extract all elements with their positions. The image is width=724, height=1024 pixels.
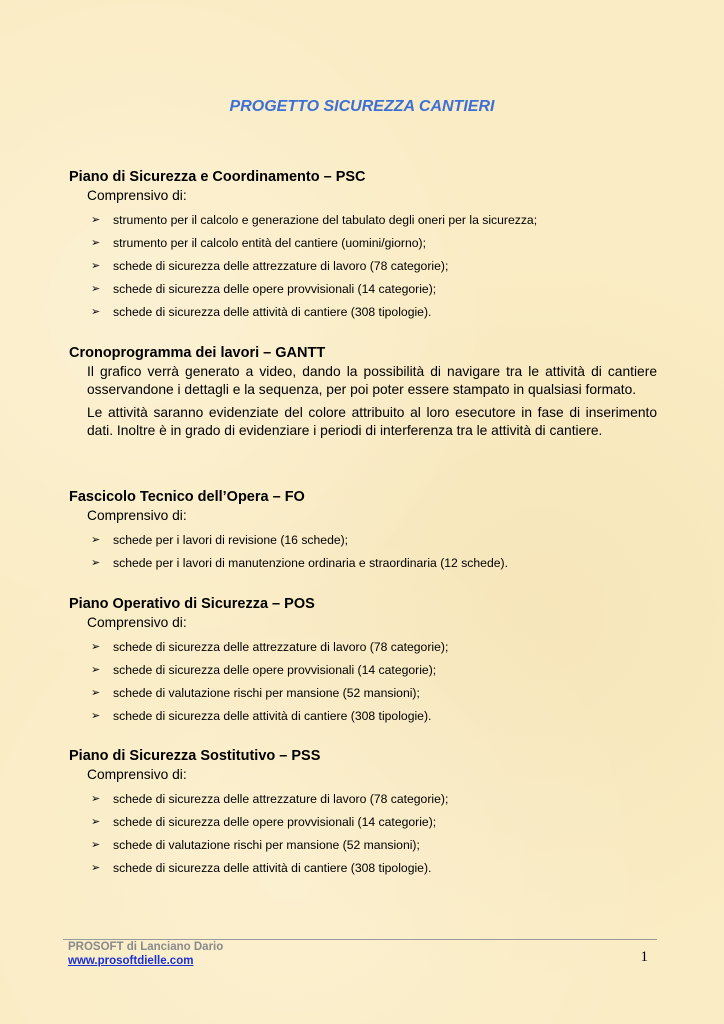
arrow-bullet-icon: ➢ <box>91 557 101 569</box>
footer-divider <box>63 939 657 940</box>
section-intro: Comprensivo di: <box>87 615 187 630</box>
list-item-text: schede per i lavori di manutenzione ordinaria e straordinaria (12 schede). <box>113 556 508 570</box>
list-item <box>69 278 657 301</box>
list-item <box>69 705 657 728</box>
section-intro: Comprensivo di: <box>87 188 187 203</box>
list-item-text: schede di sicurezza delle attrezzature di lavoro (78 categorie); <box>113 259 449 273</box>
arrow-bullet-icon: ➢ <box>91 664 101 676</box>
section-intro: Comprensivo di: <box>87 508 187 523</box>
section-intro: Comprensivo di: <box>87 767 187 782</box>
arrow-bullet-icon: ➢ <box>91 306 101 318</box>
bullet-list <box>69 788 657 880</box>
list-item <box>69 682 657 705</box>
list-item <box>69 232 657 255</box>
bullet-list <box>69 209 657 324</box>
list-item-text: schede di valutazione rischi per mansione (52 mansioni); <box>113 838 420 852</box>
section-pss <box>69 747 657 880</box>
list-item-text: schede di sicurezza delle attività di cantiere (308 tipologie). <box>113 709 432 723</box>
list-item-text: schede di sicurezza delle opere provvisionali (14 categorie); <box>113 282 437 296</box>
paragraph: Le attività saranno evidenziate del colore attribuito al loro esecutore in fase di inserimento dati. Inoltre è in grado di evidenziare i periodi di interferenza tra le attività di cantiere. <box>87 405 657 438</box>
arrow-bullet-icon: ➢ <box>91 260 101 272</box>
list-item-text: schede di sicurezza delle opere provvisionali (14 categorie); <box>113 663 437 677</box>
list-item <box>69 788 657 811</box>
list-item-text: schede per i lavori di revisione (16 schede); <box>113 533 349 547</box>
list-item-text: schede di sicurezza delle attrezzature di lavoro (78 categorie); <box>113 792 449 806</box>
arrow-bullet-icon: ➢ <box>91 793 101 805</box>
list-item <box>69 857 657 880</box>
section-pos <box>69 595 657 728</box>
arrow-bullet-icon: ➢ <box>91 214 101 226</box>
section-gantt <box>69 344 657 445</box>
page-title: PROGETTO SICUREZZA CANTIERI <box>229 98 495 115</box>
arrow-bullet-icon: ➢ <box>91 534 101 546</box>
section-heading: Fascicolo Tecnico dell’Opera – FO <box>69 489 305 505</box>
bullet-list <box>69 529 657 575</box>
section-psc <box>69 168 657 324</box>
list-item <box>69 529 657 552</box>
section-heading: Piano Operativo di Sicurezza – POS <box>69 596 315 612</box>
footer-company: PROSOFT di Lanciano Dario <box>68 941 224 953</box>
list-item-text: schede di sicurezza delle attività di cantiere (308 tipologie). <box>113 861 432 875</box>
section-fo <box>69 488 657 575</box>
arrow-bullet-icon: ➢ <box>91 816 101 828</box>
list-item-text: schede di valutazione rischi per mansione (52 mansioni); <box>113 686 420 700</box>
arrow-bullet-icon: ➢ <box>91 237 101 249</box>
list-item-text: strumento per il calcolo entità del cantiere (uomini/giorno); <box>113 236 426 250</box>
section-heading: Cronoprogramma dei lavori – GANTT <box>69 345 326 361</box>
list-item-text: schede di sicurezza delle opere provvisionali (14 categorie); <box>113 815 437 829</box>
arrow-bullet-icon: ➢ <box>91 687 101 699</box>
list-item <box>69 209 657 232</box>
list-item <box>69 811 657 834</box>
arrow-bullet-icon: ➢ <box>91 710 101 722</box>
list-item-text: schede di sicurezza delle attrezzature di lavoro (78 categorie); <box>113 640 449 654</box>
list-item <box>69 301 657 324</box>
list-item <box>69 834 657 857</box>
arrow-bullet-icon: ➢ <box>91 283 101 295</box>
footer-website-link[interactable]: www.prosoftdielle.com <box>68 955 194 967</box>
arrow-bullet-icon: ➢ <box>91 862 101 874</box>
list-item <box>69 552 657 575</box>
bullet-list <box>69 636 657 728</box>
list-item-text: schede di sicurezza delle attività di cantiere (308 tipologie). <box>113 305 432 319</box>
arrow-bullet-icon: ➢ <box>91 641 101 653</box>
list-item-text: strumento per il calcolo e generazione del tabulato degli oneri per la sicurezza; <box>113 213 538 227</box>
list-item <box>69 255 657 278</box>
page-number: 1 <box>640 949 648 965</box>
arrow-bullet-icon: ➢ <box>91 839 101 851</box>
list-item <box>69 636 657 659</box>
section-heading: Piano di Sicurezza Sostitutivo – PSS <box>69 748 321 764</box>
paragraph: Il grafico verrà generato a video, dando la possibilità di navigare tra le attività di cantiere osservandone i dettagli e la sequenza, per poi poter essere stampato in qualsiasi formato. <box>87 364 657 397</box>
list-item <box>69 659 657 682</box>
section-heading: Piano di Sicurezza e Coordinamento – PSC <box>69 169 366 185</box>
